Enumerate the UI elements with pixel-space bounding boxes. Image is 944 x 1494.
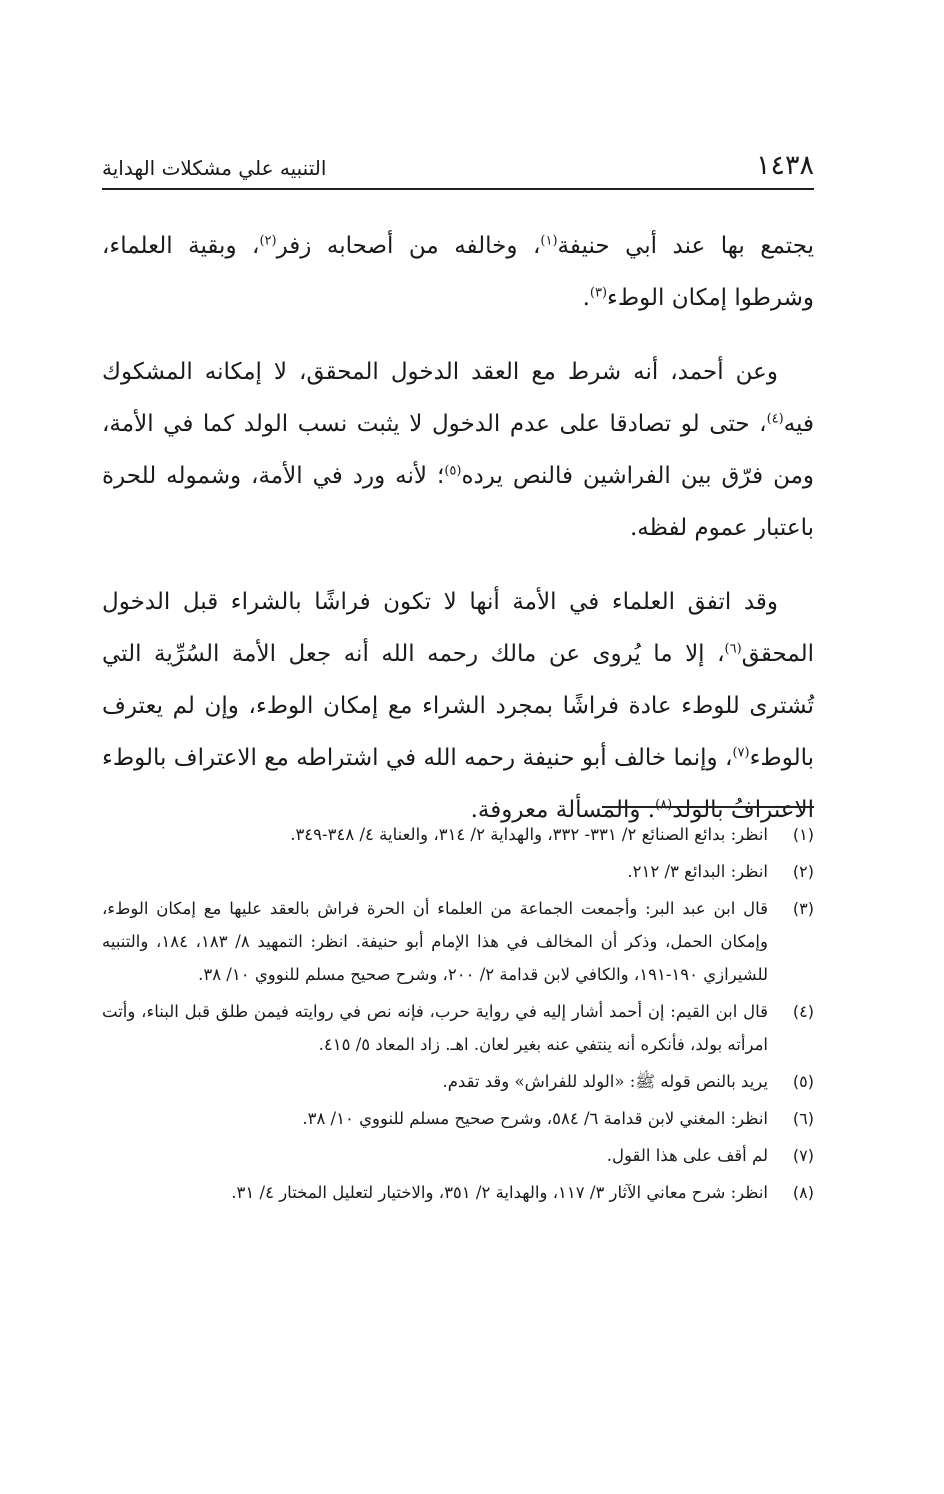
paragraph-text: ، وخالفه من أصحابه زفر: [276, 233, 541, 259]
footnote-reference[interactable]: (٧): [732, 745, 750, 761]
paragraph-3: [102, 576, 814, 836]
footnote-reference[interactable]: (٦): [724, 641, 742, 657]
footnote-item: [102, 855, 814, 888]
footnote-reference[interactable]: (٣): [589, 285, 608, 301]
paragraph-text: ، حتى لو تصادقا على عدم الدخول لا يثبت نسب الولد كما في الأمة، ومن فرّق بين الفراشين فالنص يرده: [102, 411, 815, 489]
paragraph-text: وقد اتفق العلماء في الأمة أنها لا تكون فراشًا بالشراء قبل الدخول المحقق: [102, 589, 814, 667]
footnote-text: قال ابن عبد البر: وأجمعت الجماعة من العلماء أن الحرة فراش بالعقد عليها مع إمكان الوطء، وإمكان الحمل، وذكر أن المخالف في هذا الإمام أبو حنيفة. انظر: التمهيد ٨/ ١٨٣، ١٨٤، والتنبيه للشيرازي ١٩٠-١٩١، والكافي لابن قدامة ٢/ ٢٠٠، وشرح صحيح مسلم للنووي ١٠/ ٣٨.: [102, 899, 768, 984]
paragraph-text: ، إلا ما يُروى عن مالك رحمه الله أنه جعل الأمة السُرِّية التي تُشترى للوطء عادة فراشًا بمجرد الشراء مع إمكان الوطء، وإن لم يعترف بالوطء: [102, 641, 814, 771]
footnote-text: انظر: البدائع ٣/ ٢١٢.: [627, 862, 768, 881]
page-number: ١٤٣٨: [755, 150, 814, 181]
footnote-item: [102, 1176, 814, 1209]
running-title: التنبيه علي مشكلات الهداية: [102, 156, 327, 180]
footnote-item: [102, 892, 814, 991]
footnote-text: قال ابن القيم: إن أحمد أشار إليه في رواية حرب، فإنه نص في روايته فيمن طلق قبل البناء، وأتت امرأته بولد، فأنكره أنه ينتفي عنه بغير لعان. اهـ. زاد المعاد ٥/ ٤١٥.: [102, 1002, 768, 1054]
footnotes-list: [102, 818, 814, 1213]
footnote-number: (٢): [792, 862, 814, 881]
paragraph-text: .: [582, 285, 590, 311]
paragraph-text: ؛ لأنه ورد في الأمة، وشموله للحرة باعتبار عموم لفظه.: [102, 463, 814, 541]
footnote-item: [102, 1065, 814, 1098]
footnote-item: [102, 1102, 814, 1135]
footnote-number: (١): [792, 825, 814, 844]
paragraph-1: [102, 220, 814, 324]
footnote-reference[interactable]: (٥): [444, 463, 462, 479]
footnote-number: (٨): [792, 1183, 814, 1202]
paragraph-2: [102, 346, 814, 554]
paragraph-text: وعن أحمد، أنه شرط مع العقد الدخول المحقق، لا إمكانه المشكوك فيه: [102, 359, 814, 437]
footnote-separator: [602, 806, 814, 808]
paragraph-text: يجتمع بها عند أبي حنيفة: [557, 233, 814, 259]
footnote-reference[interactable]: (١): [540, 233, 558, 249]
footnote-text: انظر: شرح معاني الآثار ٣/ ١١٧، والهداية ٢/ ٣٥١، والاختيار لتعليل المختار ٤/ ٣١.: [231, 1183, 768, 1202]
header-rule: [102, 188, 814, 190]
footnote-reference[interactable]: (٢): [259, 233, 277, 249]
footnote-item: [102, 818, 814, 851]
footnote-reference[interactable]: (٤): [766, 411, 784, 427]
paragraph-text: ، وإنما خالف أبو حنيفة رحمه الله في اشتراطه مع الاعتراف بالوطء الاعترافُ بالولد: [102, 745, 814, 823]
paragraph-text: ، وبقية العلماء، وشرطوا إمكان الوطء: [102, 233, 814, 311]
footnote-text: لم أقف على هذا القول.: [606, 1146, 768, 1165]
footnote-text: يريد بالنص قوله ﷺ: «الولد للفراش» وقد تقدم.: [442, 1072, 768, 1091]
footnote-number: (٣): [792, 899, 814, 918]
page-header-area: [102, 150, 814, 186]
footnote-item: [102, 1139, 814, 1172]
main-text: [102, 220, 814, 836]
paragraph-text: . والمسألة معروفة.: [470, 797, 656, 823]
footnote-item: [102, 995, 814, 1061]
footnote-number: (٧): [792, 1146, 814, 1165]
footnote-text: انظر: بدائع الصنائع ٢/ ٣٣١- ٣٣٢، والهداية ٢/ ٣١٤، والعناية ٤/ ٣٤٨-٣٤٩.: [290, 825, 768, 844]
footnote-number: (٦): [792, 1109, 814, 1128]
footnote-reference[interactable]: (٨): [655, 797, 673, 813]
footnote-number: (٥): [792, 1072, 814, 1091]
footnote-number: (٤): [792, 1002, 814, 1021]
running-header: [102, 150, 814, 186]
footnote-text: انظر: المغني لابن قدامة ٦/ ٥٨٤، وشرح صحيح مسلم للنووي ١٠/ ٣٨.: [302, 1109, 768, 1128]
